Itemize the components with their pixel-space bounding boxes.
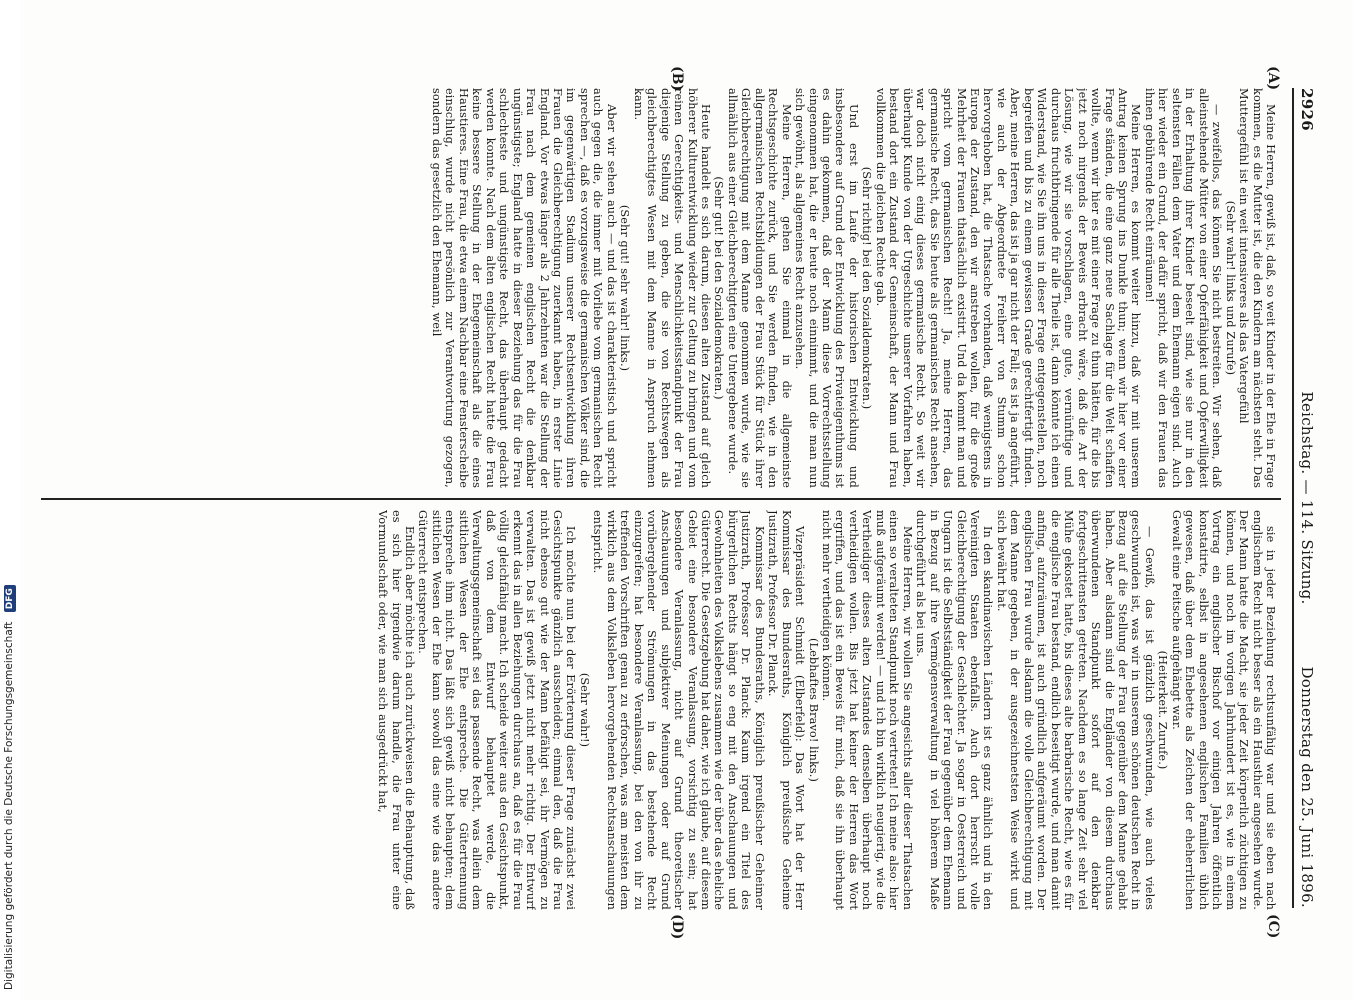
interjection: (Sehr gut! bei den Sozialdemokraten.) — [712, 176, 726, 400]
margin-marker-b: (B) — [669, 66, 685, 92]
funding-notice-text: Digitalisierung gefördert durch die Deutsche Forschungsgemeinschaft — [3, 621, 15, 990]
margin-marker-a: (A) — [1265, 66, 1281, 91]
margin-marker-c: (C) — [1265, 914, 1281, 939]
interjection: (Lebhaftes Bravo! links.) — [806, 637, 820, 783]
column-divider — [41, 498, 1281, 500]
paragraph: Heute handelt es sich darum, diesen alten Zustand auf gleich höherer Kulturentwicklung wieder zur Geltung zu bringen und vom reinen Gerechtigkeits- und Menschlichkeitsstandpunkt der Frau diejenige Stellung zu geben, die sie von Rechtswegen als gleichberechtigtes Wesen mit dem Manne in Anspruch nehmen kann. — [631, 88, 712, 488]
footer-strip — [0, 0, 20, 1000]
paragraph: Aber wir sehen auch — und das ist charakteristisch und spricht auch gegen die, die immer mit Vorliebe vom germanischen Recht sprechen —, daß es vorzugsweise die germanischen Völker sind, die im gegenwärtigen Stadium unserer Rechtsentwicklung ihren Frauen die Gleichberechtigung zuerkannt haben, in erster Linie England. Vor etwas länger als 2 Jahrzehnten war die Stellung der Frau nach dem gemeinen englischen Recht die denkbar ungünstigste; England hatte in dieser Beziehung das für die Frau schlechteste und ungünstigste Recht, das überhaupt gedacht werden konnte. Nach dem alten englischen Recht hatte die Frau keine bessere Stellung in der Ehegemeinschaft als die eines Haustieres. Eine Frau, die etwa einem Nachbar eine Fensterscheibe einschlug, wurde nicht persönlich zur Verantwortung gezogen, sondern das gesetzlich den Ehemann, weil — [429, 88, 618, 488]
interjection: (Heiterkeit. Zurufe.) — [1156, 650, 1170, 770]
paragraph: In den skandinavischen Ländern ist es ganz ähnlich und in den Vereinigten Staaten ebenfalls. Auch dort herrscht volle Gleichberechtigung der Geschlechter. Ja sogar in Oesterreich und Ungarn ist die Selbstständigkeit der Frau gegenüber dem Ehemann in Bezug auf ihre Vermögensverwaltung in viel höherem Maße durchgeführt als bei uns. — [914, 510, 995, 910]
paragraph: Meine Herren, gewiß ist, daß, so weit Kinder in der Ehe in Frage kommen, es die Mutter ist, die den Kindern am nächsten steht. Das Muttergefühl ist ein weit intensiveres als das Vatergefühl — [1237, 88, 1277, 488]
interjection: (Sehr wahr! links und Zurufe) — [1223, 200, 1237, 376]
page-content — [20, 0, 1353, 1000]
paragraph: — zweifellos, das können Sie nicht bestreiten. Wir sehen, daß alleinstehende Mütter von einer Opferfähigkeit und Opferwilligkeit in der Erhaltung ihrer Kinder beseelt sind, wie sie nur in den seltensten Fällen dem Vater und dem Ehemann eigen sind. Auch hier wieder ein Grund, der dafür spricht, daß wir den Frauen das ihnen gebührende Recht einräumen! — [1142, 88, 1224, 488]
paragraph: Vizepräsident Schmidt (Elberfeld): Das Wort hat der Herr Kommissar des Bundesraths, Königlich preußische Geheime Justizrath, Professor Dr. Planck. — [766, 510, 807, 910]
interjection: (Sehr wahr!) — [577, 672, 591, 748]
paragraph: Meine Herren, gehen Sie einmal in die allgemeinste Rechtsgeschichte zurück, und Sie werden finden, wie in den allgermanischen Rechtsbildungen der Frau Stück für Stück ihrer Gleichberechtigung mit dem Manne genommen wurde, wie sie allmählich aus einer Gleichberechtigten eine Untergebene wurde. — [725, 88, 793, 488]
margin-marker-d: (D) — [669, 914, 685, 940]
text-column-right — [52, 510, 1277, 910]
paragraph: Kommissar des Bundesraths, Königlich preußischer Geheimer Justizrath, Professor Dr. Planck: Kaum irgend ein Titel des bürgerlichen Rechts hängt so eng mit den Anschauungen und Gewohnheiten des Volkslebens zusammen wie der über das eheliche Güterrecht. Die Gesetzgebung hat daher, wie ich glaube, auf diesem Gebiet eine besondere Veranlassung, vorsichtig zu sein; hat besondere Veranlassung, nicht auf Grund theoretischer Anschauungen und subjektiver Meinungen oder auf Grund vorübergehender Strömungen in das bestehende Recht einzugreifen; hat besondere Veranlassung, bei den von ihr zu treffenden Vorschriften genau zu erforschen, was am meisten dem wirklich aus dem Volksleben hervorgehenden Rechtsanschauungen entspricht. — [591, 510, 766, 910]
paragraph: Endlich aber möchte ich auch zurückweisen die Behauptung, daß es sich hier irgendwie darum handle, die Frau unter eine Vormundschaft oder, wie man sich ausgedrückt hat, — [376, 510, 416, 910]
interjection: (Sehr gut! sehr wahr! links.) — [618, 204, 632, 372]
dfg-logo: DFG — [4, 585, 16, 612]
paragraph: Ich möchte nun bei der Erörterung dieser Frage zunächst zwei Gesichtspunkte gänzlich ausscheiden; einmal den, daß die Frau nicht ebenso gut wie der Mann befähigt sei, ihr Vermögen zu verwalten. Das ist gewiß jetzt nicht mehr richtig. Der Entwurf erkennt das in allen Beziehungen durchaus an, daß es für die Frau völlig gleichfähig macht. Ich scheide weiter aus den Gesichtspunkt, daß von dem Entwurf behauptet werde, die Verwaltungsgemeinschaft sei das passende Recht, was allein dem sittlichen Wesen der Ehe entspreche. Die Gütertrennung entspreche ihm nicht. Das läßt sich gewiß nicht behaupten; dem sittlichen Wesen der Ehe kann sowohl das eine wie das andere Güterrecht entsprechen. — [416, 510, 578, 910]
paragraph: sie in jeder Beziehung rechtsunfähig war und sie eben nach englischem Recht nicht besser als ein Hausthier angesehen wurde. Der Mann hatte die Macht, sie jeder Zeit körperlich züchtigen zu können, und noch im vorigen Jahrhundert ist es, wie in einem Vortrag ein englischer Bischof vor einigen Jahren öffentlich konstatirte, selbst in angesehenen englischen Familien üblich gewesen, daß über dem Ehebette als Zeichen der eheherrlichen Gewalt eine Peitsche aufgehängt war. — [1169, 510, 1277, 910]
session-title: Reichstag. — 114. Sitzung. — [1298, 391, 1316, 605]
paragraph: Meine Herren, es kommt weiter hinzu, daß wir mit unserem Antrag keinen Sprung ins Dunkle thun; wenn wir hier vor einer Frage ständen, die eine ganz neue Sachlage für die Welt schaffen wollte, wenn wir hier es mit einer Frage zu thun hätten, für die bis jetzt noch nirgends der Beweis erbracht wäre, daß die Art der Lösung, wie wir sie vorschlagen, eine gute, vernünftige und durchaus fruchtbringende für alle Theile ist, dann könnte ich einen Widerstand, wie Sie ihn uns in dieser Frage entgegenstellen, noch begreifen und bis zu einem gewissen Grade gerechtfertigt finden. Aber, meine Herren, das ist ja gar nicht der Fall; es ist ja angeführt, wie auch der Abgeordnete Freiherr von Stumm schon hervorgehoben hat, die Thatsache vorhanden, daß wenigstens in Europa der Zustand, den wir anstreben wollen, für die große Mehrheit der Frauen thatsächlich existirt. Und da kommt man und spricht vom germanischen Recht! Ja, meine Herren, das germanische Recht, das Sie heute als germanisches Recht ansehen, war doch nicht einig dieses germanische Recht. So weit wir überhaupt Kunde von der Urgeschichte unserer Vorfahren haben, bestand dort ein Zustand der Gemeinschaft, der Mann und Frau vollkommen die gleichen Rechte gab. — [873, 88, 1143, 488]
session-date: Donnerstag den 25. Juni 1896. — [1298, 666, 1316, 908]
running-head — [1292, 88, 1320, 908]
scanned-page — [20, 0, 1353, 1000]
page-number: 2926 — [1298, 88, 1316, 131]
paragraph: Meine Herren, wir wollen Sie angesichts aller dieser Thatsachen einen so veralteten Standpunkt noch vertreten! Ich meine also: hier muß aufgeräumt werden! — und ich bin wirklich neugierig, wie die Vertheidiger dieses alten Zustandes denselben überhaupt noch vertheidigen wollen. Bis jetzt hat keiner der Herren das Wort ergriffen, und das ist ein Beweis für mich, daß sie ihn überhaupt nicht mehr vertheidigen können. — [820, 510, 914, 910]
paragraph: Und erst im Laufe der historischen Entwicklung und insbesondere auf Grund der Entwicklung des Privateigenthums ist es dahin gekommen, daß der Mann diese Vorrechtsstellung eingenommen hat, die er heute noch einnimmt, und die man nun sich gewöhnt, als allgemeines Recht anzusehen. — [793, 88, 860, 488]
paragraph: — Gewiß, das ist gänzlich geschwunden, wie auch vieles geschwunden ist, was wir in unserem schönen deutschen Recht in Bezug auf die Stellung der Frau gegenüber dem Manne gehabt haben. Aber alsdann sind die Engländer von diesem durchaus überwundenen Standpunkt sofort auf den denkbar fortgeschrittensten getreten. Nachdem es so lange Zeit sehr viel Mühe gekostet hatte, bis dieses alte barbarische Recht, wie es für die englische Frau bestand, endlich beseitigt wurde, und man damit anfing, aufzuräumen, ist auch gründlich aufgeräumt worden. Der englischen Frau wurde alsdann die volle Gleichberechtigung mit dem Manne gegeben, in der ausgezeichnetsten Weise wirkt und sich bewährt hat. — [994, 510, 1156, 910]
interjection: (Sehr richtig! bei den Sozialdemokraten.) — [860, 166, 874, 410]
funding-notice — [3, 10, 16, 990]
text-column-left — [52, 88, 1277, 488]
